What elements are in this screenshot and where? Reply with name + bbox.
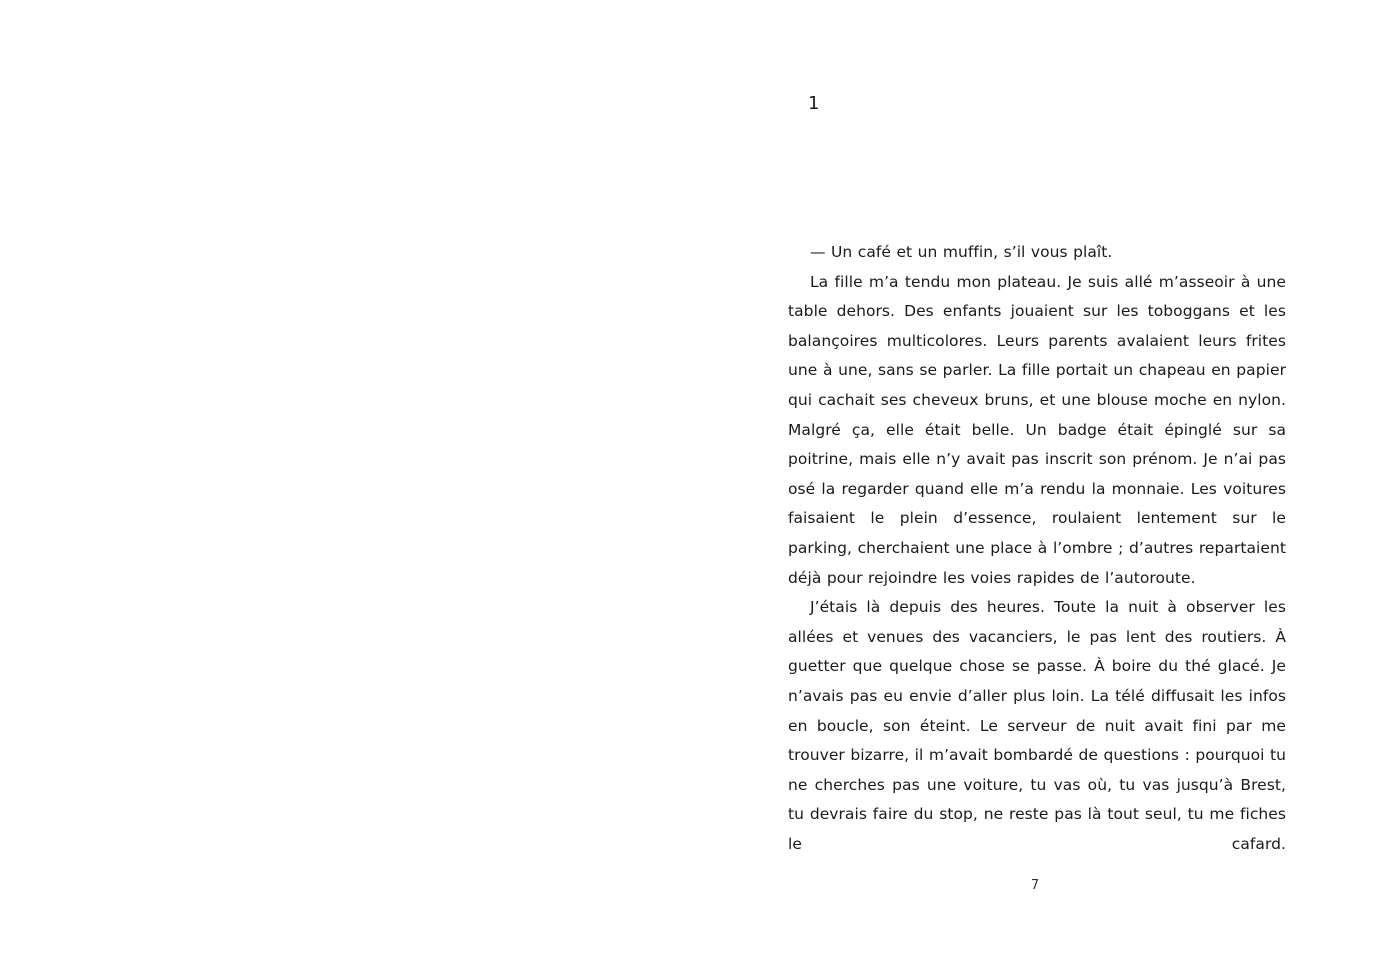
dialogue-paragraph: — Un café et un muffin, s’il vous plaît. [810, 243, 1113, 261]
left-page-blank [0, 0, 698, 970]
body-paragraph: La fille m’a tendu mon plateau. Je suis allé m’asseoir à une table dehors. Des enfants jouaient sur les toboggans et les balançoires multicolores. Leurs parents avalaient leurs frites une à une, sans se parler. La fille portait un chapeau en papier qui cachait ses cheveux bruns, et une blouse moche en nylon. Malgré ça, elle était belle. Un badge était épinglé sur sa poitrine, mais elle n’y avait pas inscrit son prénom. Je n’ai pas osé la regarder quand elle m’a rendu la monnaie. Les voitures faisaient le plein d’essence, roulaient lentement sur le parking, cherchaient une place à l’ombre ; d’autres repartaient déjà pour rejoindre les voies rapides de l’autoroute. [788, 272, 1286, 587]
body-paragraph: J’étais là depuis des heures. Toute la nuit à observer les allées et venues des vacanciers, le pas lent des routiers. À guetter que quelque chose se passe. À boire du thé glacé. Je n’avais pas eu envie d’aller plus loin. La télé diffusait les infos en boucle, son éteint. Le serveur de nuit avait fini par me trouver bizarre, il m’avait bombardé de questions : pourquoi tu ne cherches pas une voiture, tu vas où, tu vas jusqu’à Brest, tu devrais faire du stop, ne reste pas là tout seul, tu me fiches le cafard. [788, 598, 1286, 853]
page-number: 7 [1030, 878, 1040, 893]
chapter-number: 1 [808, 93, 820, 114]
body-text [788, 238, 1286, 859]
